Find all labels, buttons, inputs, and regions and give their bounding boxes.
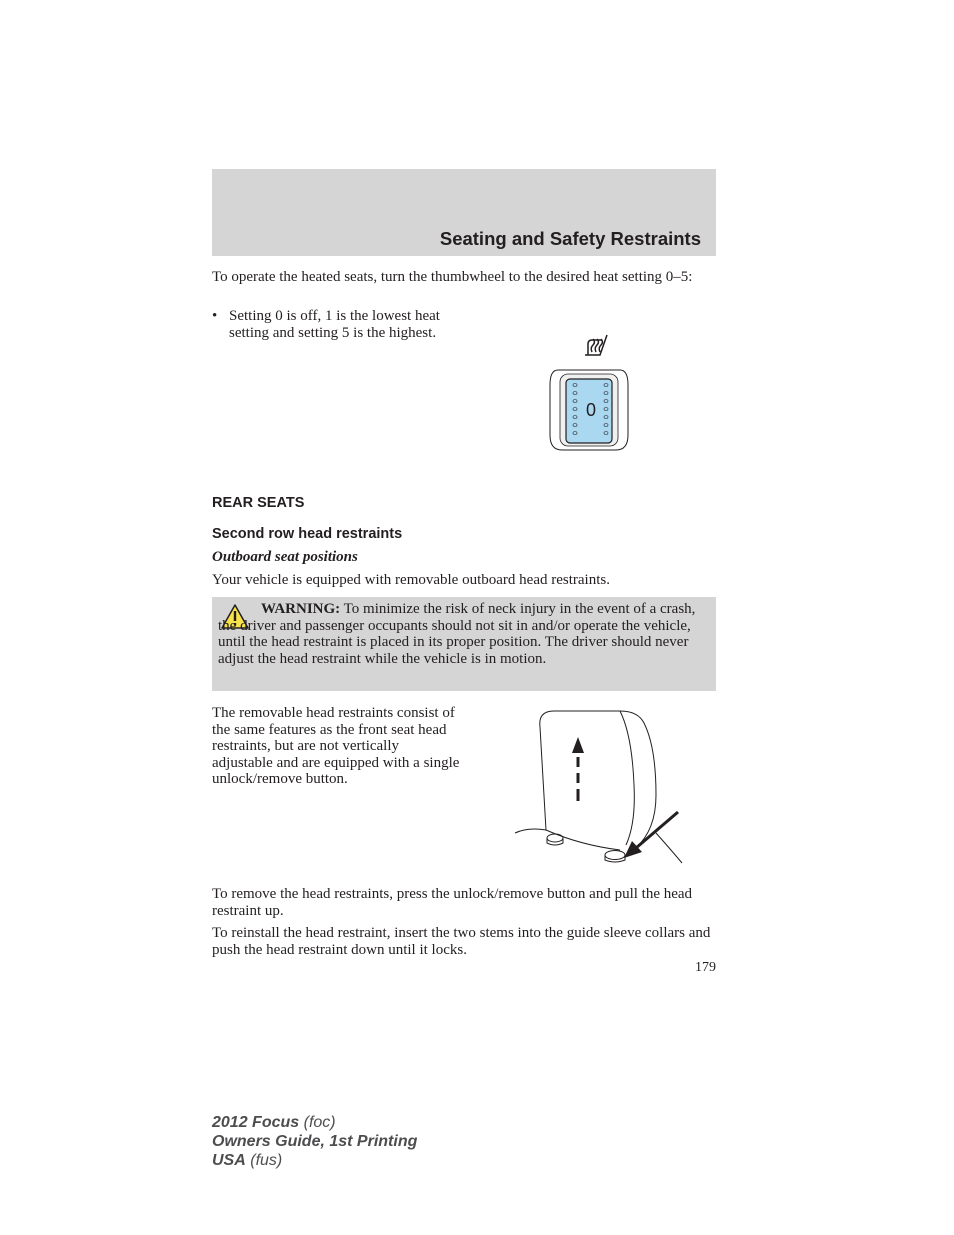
section-title: Seating and Safety Restraints	[439, 228, 701, 249]
footer-model-line	[212, 1113, 417, 1132]
outboard-positions-heading: Outboard seat positions	[212, 549, 358, 565]
footer-guide-line	[212, 1132, 417, 1151]
seat-heat-icon	[585, 335, 607, 355]
document-footer	[212, 1113, 417, 1170]
removable-restraint-description: The removable head restraints consist of the same features as the front seat head restraints, but are not vertically adjustable and are equipped with a single unlock/remove button.	[212, 705, 460, 787]
footer-model: 2012 Focus	[212, 1114, 300, 1131]
rear-seats-intro: Your vehicle is equipped with removable outboard head restraints.	[212, 572, 610, 588]
footer-market: USA	[212, 1152, 246, 1169]
footer-model-code: (foc)	[303, 1114, 336, 1131]
rear-seats-heading: REAR SEATS	[212, 495, 305, 511]
pull-up-arrow-icon	[572, 737, 584, 801]
remove-instructions: To remove the head restraints, press the unlock/remove button and pull the head restraint up.	[212, 886, 693, 919]
footer-market-line	[212, 1151, 417, 1170]
footer-guide: Owners Guide, 1st Printing	[212, 1133, 418, 1150]
unlock-button-arrow-icon	[624, 812, 678, 858]
thumbwheel-value: 0	[585, 400, 597, 420]
reinstall-instructions: To reinstall the head restraint, insert the two stems into the guide sleeve collars and push the head restraint down until it locks.	[212, 925, 711, 958]
warning-text-block	[218, 601, 708, 667]
heated-seats-bullet	[212, 308, 457, 341]
bullet-mark: •	[212, 308, 218, 324]
head-restraint-outline	[515, 711, 682, 863]
heated-seats-bullet-text: Setting 0 is off, 1 is the lowest heat setting and setting 5 is the highest.	[229, 308, 440, 341]
warning-label: WARNING:	[261, 601, 341, 617]
second-row-subheading: Second row head restraints	[212, 526, 403, 542]
heated-seat-thumbwheel-illustration	[540, 330, 640, 455]
warning-box	[212, 597, 716, 691]
heated-seats-intro: To operate the heated seats, turn the thumbwheel to the desired heat setting 0–5:	[212, 269, 693, 285]
footer-market-code: (fus)	[250, 1152, 283, 1169]
head-restraint-illustration	[510, 705, 690, 870]
page-number: 179	[695, 960, 716, 975]
section-header	[212, 169, 716, 256]
warning-text: To minimize the risk of neck injury in the event of a crash, the driver and passenger occupants should not sit in and/or operate the vehicle, until the head restraint is placed in its proper position. The driver should never adjust the head restraint while the vehicle is in motion.	[218, 601, 696, 667]
